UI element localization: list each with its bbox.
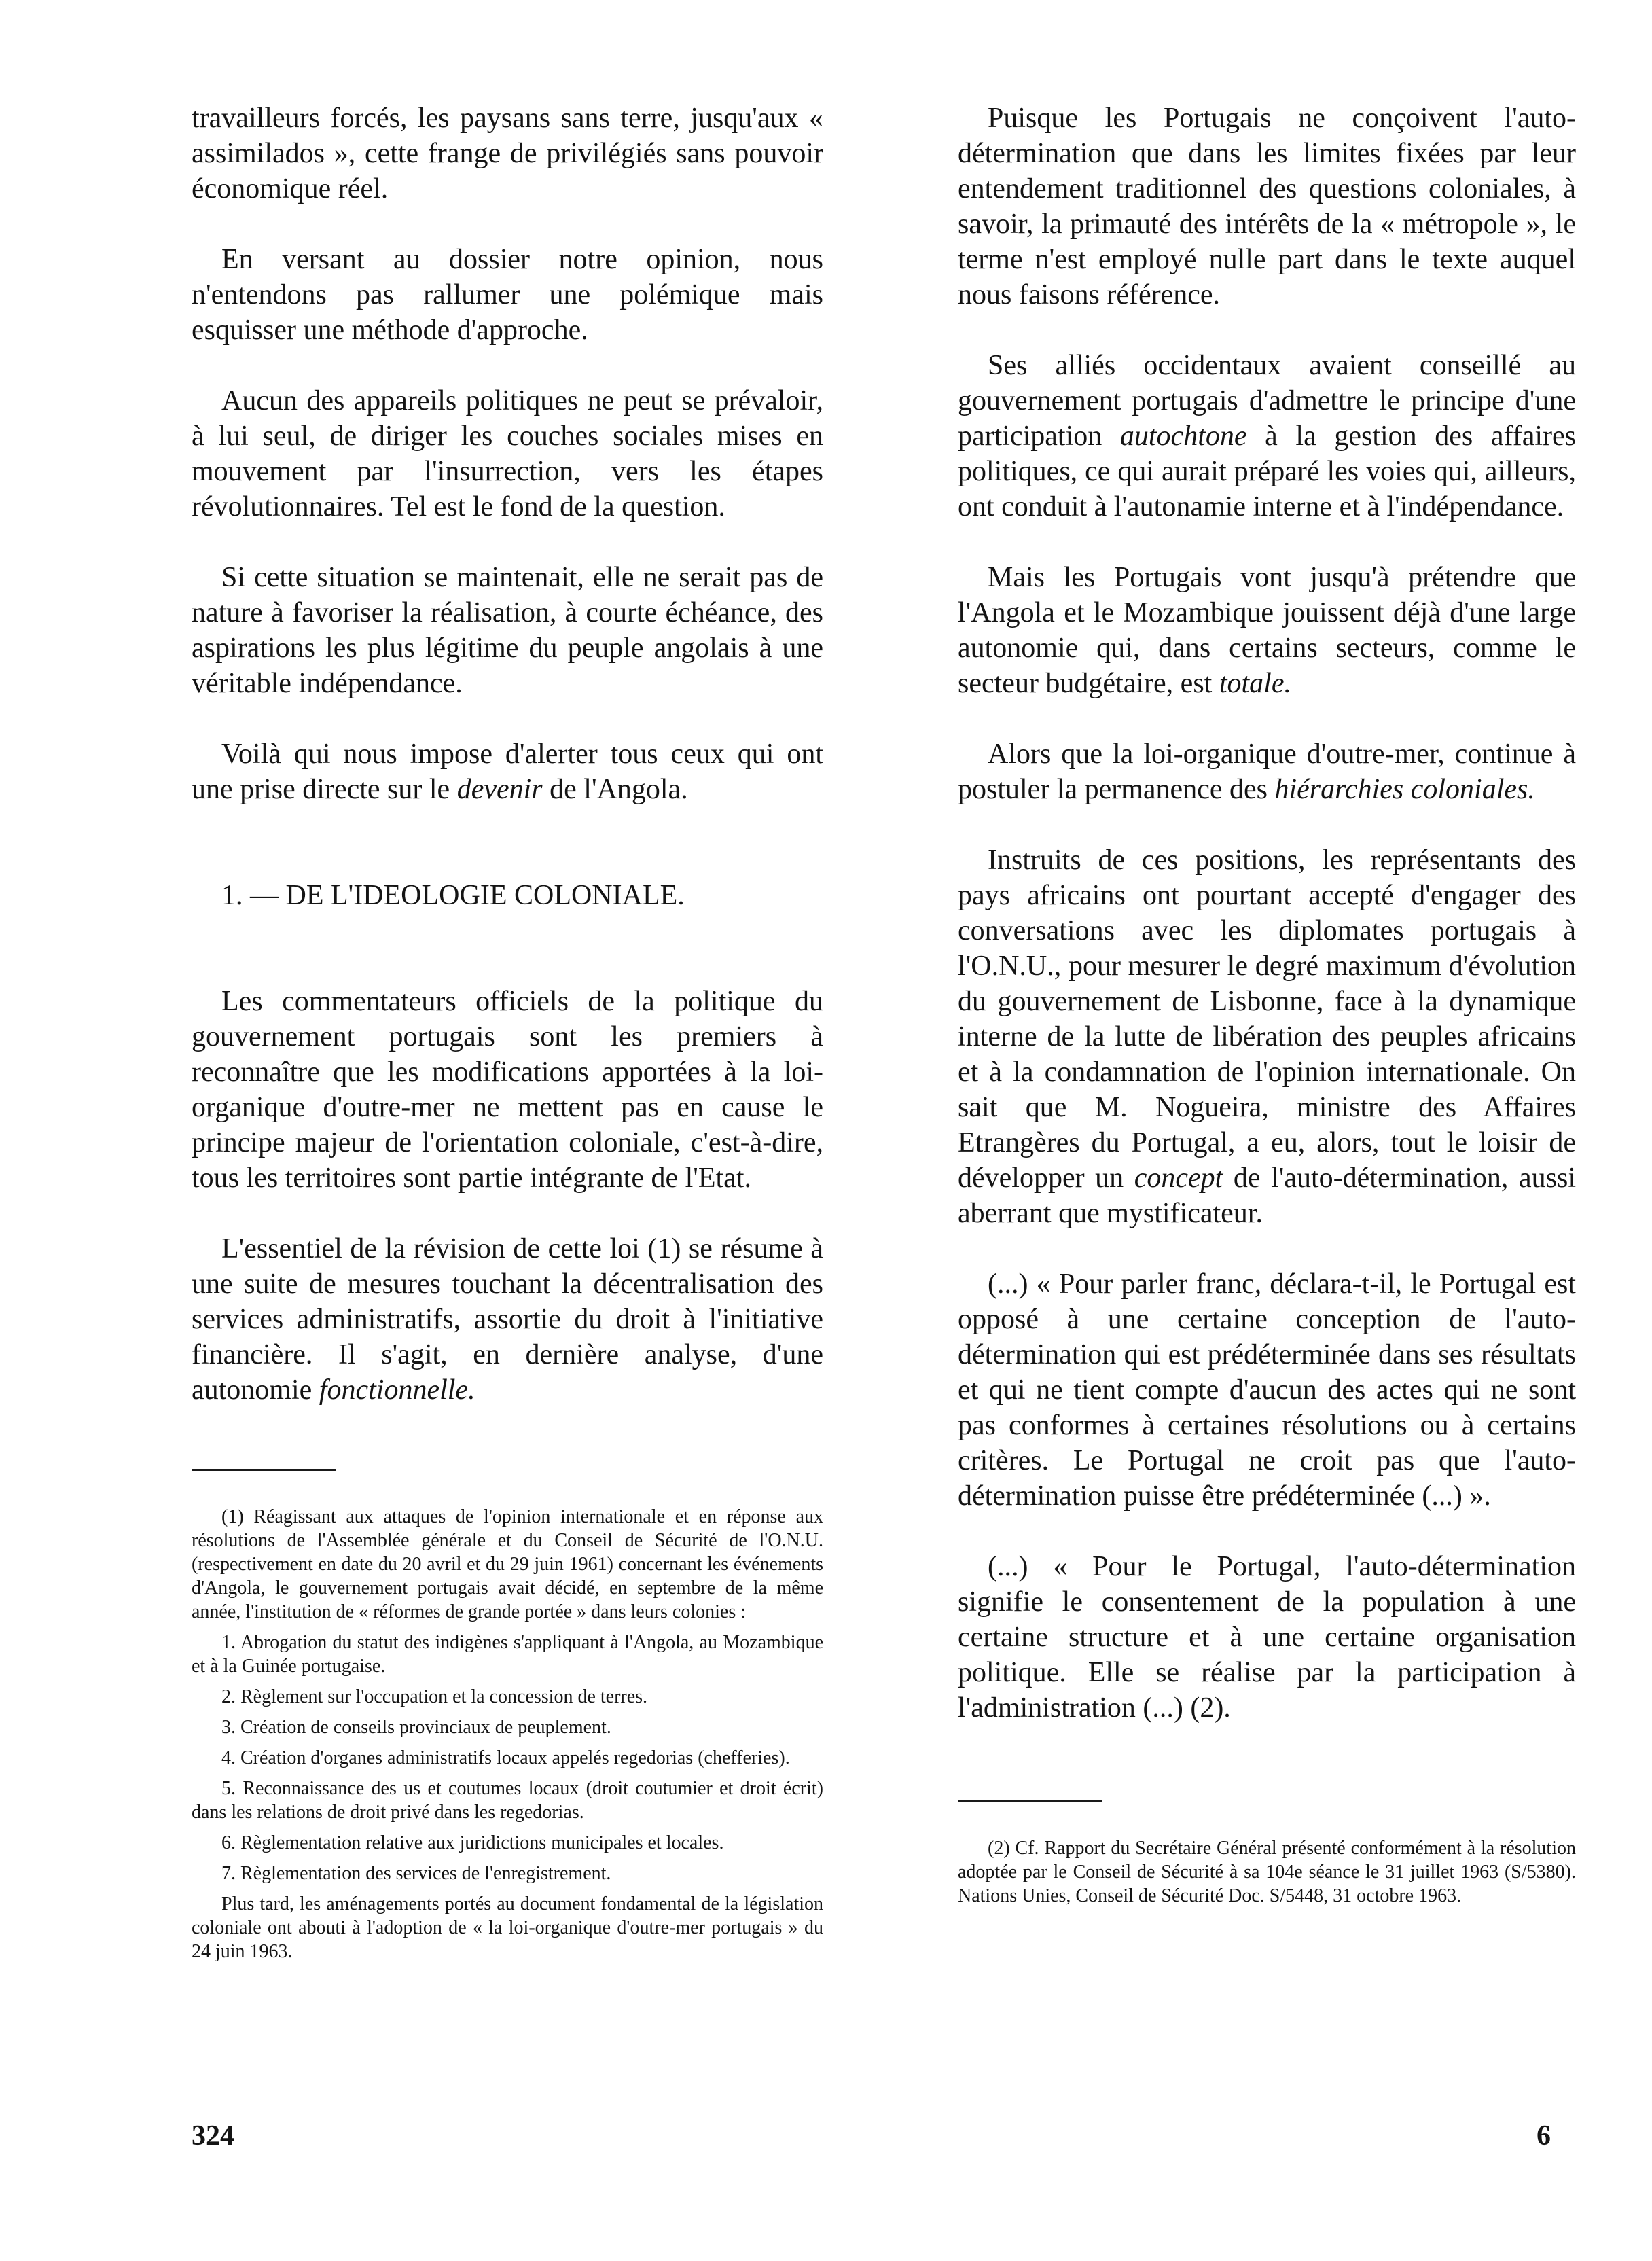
footnote-closing: Plus tard, les aménagements portés au document fondamental de la législation coloniale ont abouti à l'adoption de « la loi-organique d'outre-mer portugais » du 24 juin 1963. <box>192 1893 823 1962</box>
footnote-text: (2) Cf. Rapport du Secrétaire Général présenté conformément à la résolution adoptée par le Conseil de Sécurité à sa 104e séance le 31 juillet 1963 (S/5380). Nations Unies, Conseil de Sécurité Doc. S/5448, 31 octobre 1963. <box>958 1838 1576 1906</box>
left-column <box>192 101 823 1970</box>
right-column <box>958 101 1576 1915</box>
paragraph: Mais les Portugais vont jusqu'à prétendre que l'Angola et le Mozambique jouissent déjà d'une large autonomie qui, dans certains secteurs, comme le secteur budgétaire, est totale. <box>958 562 1576 699</box>
section-heading: 1. — DE L'IDEOLOGIE COLONIALE. <box>221 880 685 911</box>
footnote-item: 7. Règlementation des services de l'enregistrement. <box>221 1863 611 1884</box>
footnote-intro: (1) Réagissant aux attaques de l'opinion internationale et en réponse aux résolutions de l'Assemblée générale et du Conseil de Sécurité de l'O.N.U. (respectivement en date du 20 avril et du 29 juin 1961) concernant les événements d'Angola, le gouvernement portugais avait décidé, en septembre de la même année, l'institution de « réformes de grande portée » dans leurs colonies : <box>192 1506 823 1622</box>
paragraph: Si cette situation se maintenait, elle ne serait pas de nature à favoriser la réalisation, à courte échéance, des aspirations les plus légitime du peuple angolais à une véritable indépendance. <box>192 562 823 699</box>
paragraph: Puisque les Portugais ne conçoivent l'auto-détermination que dans les limites fixées par leur entendement traditionnel des questions coloniales, à savoir, la primauté des intérêts de la « métropole », le terme n'est employé nulle part dans le texte auquel nous faisons référence. <box>958 103 1576 310</box>
paragraph: Voilà qui nous impose d'alerter tous ceux qui ont une prise directe sur le devenir de l'Angola. <box>192 738 823 805</box>
footnote-item: 6. Règlementation relative aux juridictions municipales et locales. <box>221 1832 724 1853</box>
paragraph: Les commentateurs officiels de la politique du gouvernement portugais sont les premiers à reconnaître que les modifications apportées à la loi-organique d'outre-mer ne mettent pas en cause le principe majeur de l'orientation coloniale, c'est-à-dire, tous les territoires sont partie intégrante de l'Etat. <box>192 986 823 1194</box>
paragraph: travailleurs forcés, les paysans sans terre, jusqu'aux « assimilados », cette frange de privilégiés sans pouvoir économique réel. <box>192 103 823 204</box>
footnote-item: 5. Reconnaissance des us et coutumes locaux (droit coutumier et droit écrit) dans les relations de droit privé dans les regedorias. <box>192 1778 823 1823</box>
page-number-right: 6 <box>1537 2120 1551 2152</box>
quote-paragraph: (...) « Pour parler franc, déclara-t-il, le Portugal est opposé à une certaine conception de l'auto-détermination qui est prédéterminée dans ses résultats et qui ne tient compte d'aucun des actes qui ne sont pas conformes à certaines résolutions ou à certains critères. Le Portugal ne croit pas que l'auto-détermination puisse être prédéterminée (...) ». <box>958 1268 1576 1512</box>
footnote-item: 4. Création d'organes administratifs locaux appelés regedorias (chefferies). <box>221 1747 790 1768</box>
paragraph: Alors que la loi-organique d'outre-mer, continue à postuler la permanence des hiérarchies coloniales. <box>958 738 1576 805</box>
footnote-item: 3. Création de conseils provinciaux de peuplement. <box>221 1717 611 1738</box>
paragraph: En versant au dossier notre opinion, nous n'entendons pas rallumer une polémique mais esquisser une méthode d'approche. <box>192 244 823 346</box>
paragraph: Aucun des appareils politiques ne peut se prévaloir, à lui seul, de diriger les couches sociales mises en mouvement par l'insurrection, vers les étapes révolutionnaires. Tel est le fond de la question. <box>192 385 823 522</box>
footnote-item: 2. Règlement sur l'occupation et la concession de terres. <box>221 1686 648 1707</box>
quote-paragraph: (...) « Pour le Portugal, l'auto-détermination signifie le consentement de la population à une certaine structure et à une certaine organisation politique. Elle se réalise par la participation à l'administration (...) (2). <box>958 1551 1576 1724</box>
paragraph: L'essentiel de la révision de cette loi (1) se résume à une suite de mesures touchant la décentralisation des services administratifs, assortie du droit à l'initiative financière. Il s'agit, en dernière analyse, d'une autonomie fonctionnelle. <box>192 1233 823 1406</box>
footnote <box>192 1505 823 1963</box>
paragraph: Ses alliés occidentaux avaient conseillé au gouvernement portugais d'admettre le principe d'une participation autochtone à la gestion des affaires politiques, ce qui aurait préparé les voies qui, ailleurs, ont conduit à l'autonamie interne et à l'indépendance. <box>958 350 1577 522</box>
page-number-left: 324 <box>192 2120 234 2152</box>
footnote-item: 1. Abrogation du statut des indigènes s'appliquant à l'Angola, au Mozambique et à la Guinée portugaise. <box>192 1632 823 1677</box>
footnote <box>958 1836 1576 1908</box>
paragraph: Instruits de ces positions, les représentants des pays africains ont pourtant accepté d'engager des conversations avec les diplomates portugais à l'O.N.U., pour mesurer le degré maximum d'évolution du gouvernement de Lisbonne, face à la dynamique interne de la lutte de libération des peuples africains et à la condamnation de l'opinion internationale. On sait que M. Nogueira, ministre des Affaires Etrangères du Portugal, a eu, alors, tout le loisir de développer un concept de l'auto-détermination, aussi aberrant que mystificateur. <box>958 844 1576 1229</box>
